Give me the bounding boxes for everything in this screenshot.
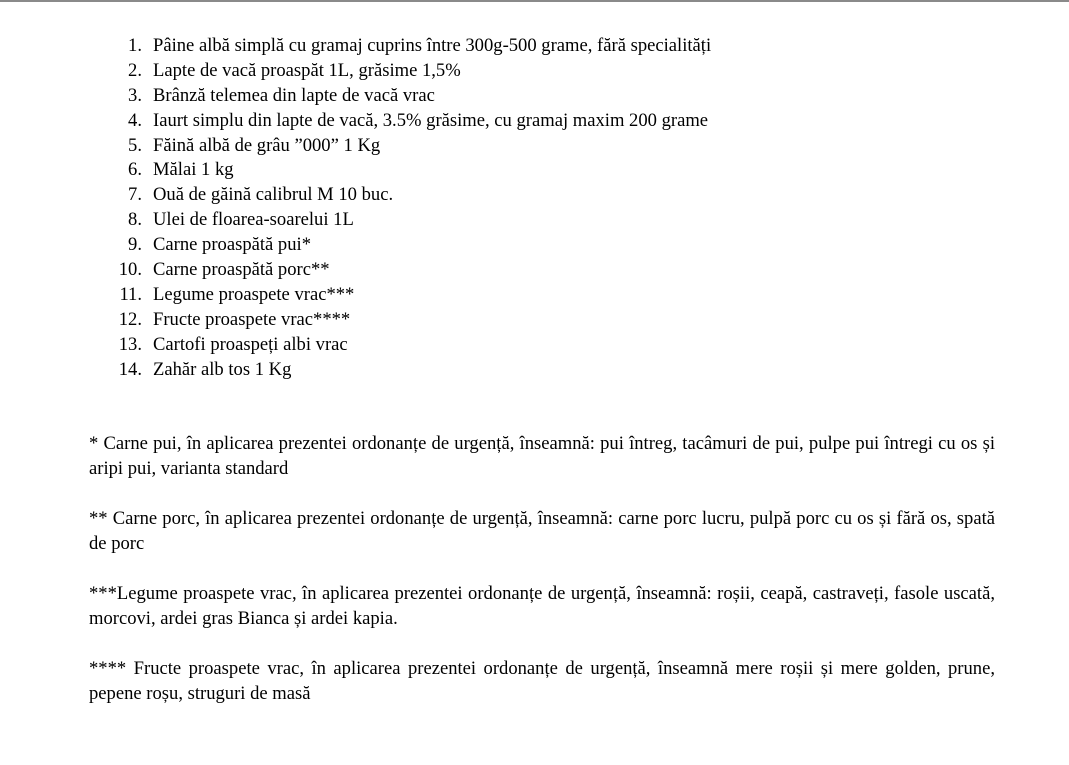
list-item-number: 10. [118, 259, 142, 281]
list-item-number: 9. [128, 234, 142, 256]
list-item-text: Lapte de vacă proaspăt 1L, grăsime 1,5% [153, 59, 461, 81]
list-item-number: 11. [119, 283, 142, 305]
footnote-pork: ** Carne porc, în aplicarea prezentei ordonanțe de urgență, înseamnă: carne porc lucru, pulpă porc cu os și fără os, spată de porc [89, 508, 995, 554]
list-item-number: 12. [118, 308, 142, 330]
list-item-number: 7. [128, 184, 142, 206]
list-item-number: 4. [128, 109, 142, 131]
list-item-text: Mălai 1 kg [153, 159, 234, 181]
list-item-text: Iaurt simplu din lapte de vacă, 3.5% grăsime, cu gramaj maxim 200 grame [153, 109, 709, 131]
list-item-number: 13. [118, 333, 142, 355]
footnote-chicken: * Carne pui, în aplicarea prezentei ordonanțe de urgență, înseamnă: pui întreg, tacâmuri de pui, pulpe pui întregi cu os și aripi pui, varianta standard [89, 433, 995, 479]
top-border-line [0, 0, 1069, 2]
list-item-number: 3. [128, 84, 142, 106]
list-item-number: 5. [128, 134, 142, 156]
list-item-text: Brânză telemea din lapte de vacă vrac [153, 84, 435, 106]
footnote-vegetables: ***Legume proaspete vrac, în aplicarea prezentei ordonanțe de urgență, înseamnă: roșii, ceapă, castraveți, fasole uscată, morcovi, ardei gras Bianca și ardei kapia. [89, 583, 995, 629]
footnotes [89, 431, 995, 731]
list-item-number: 8. [128, 209, 142, 231]
list-item-number: 2. [128, 59, 142, 81]
list-item-text: Pâine albă simplă cu gramaj cuprins între 300g-500 grame, fără specialități [153, 35, 712, 56]
list-item-text: Cartofi proaspeți albi vrac [153, 333, 348, 355]
list-item-number: 14. [118, 358, 142, 380]
list-item-text: Legume proaspete vrac*** [153, 283, 355, 305]
list-item-number: 6. [128, 159, 142, 181]
list-item-text: Carne proaspătă porc** [153, 259, 330, 281]
list-item-text: Ouă de găină calibrul M 10 buc. [153, 184, 394, 206]
footnote-fruits: **** Fructe proaspete vrac, în aplicarea prezentei ordonanțe de urgență, înseamnă mere roșii și mere golden, prune, pepene roșu, struguri de masă [89, 658, 995, 704]
list-item-text: Fructe proaspete vrac**** [153, 308, 351, 330]
list-item-text: Făină albă de grâu ”000” 1 Kg [153, 134, 381, 156]
list-item-text: Carne proaspătă pui* [153, 234, 311, 256]
list-item-number: 1. [128, 35, 142, 56]
list-item-text: Zahăr alb tos 1 Kg [153, 358, 292, 380]
list-item-text: Ulei de floarea-soarelui 1L [153, 209, 354, 231]
